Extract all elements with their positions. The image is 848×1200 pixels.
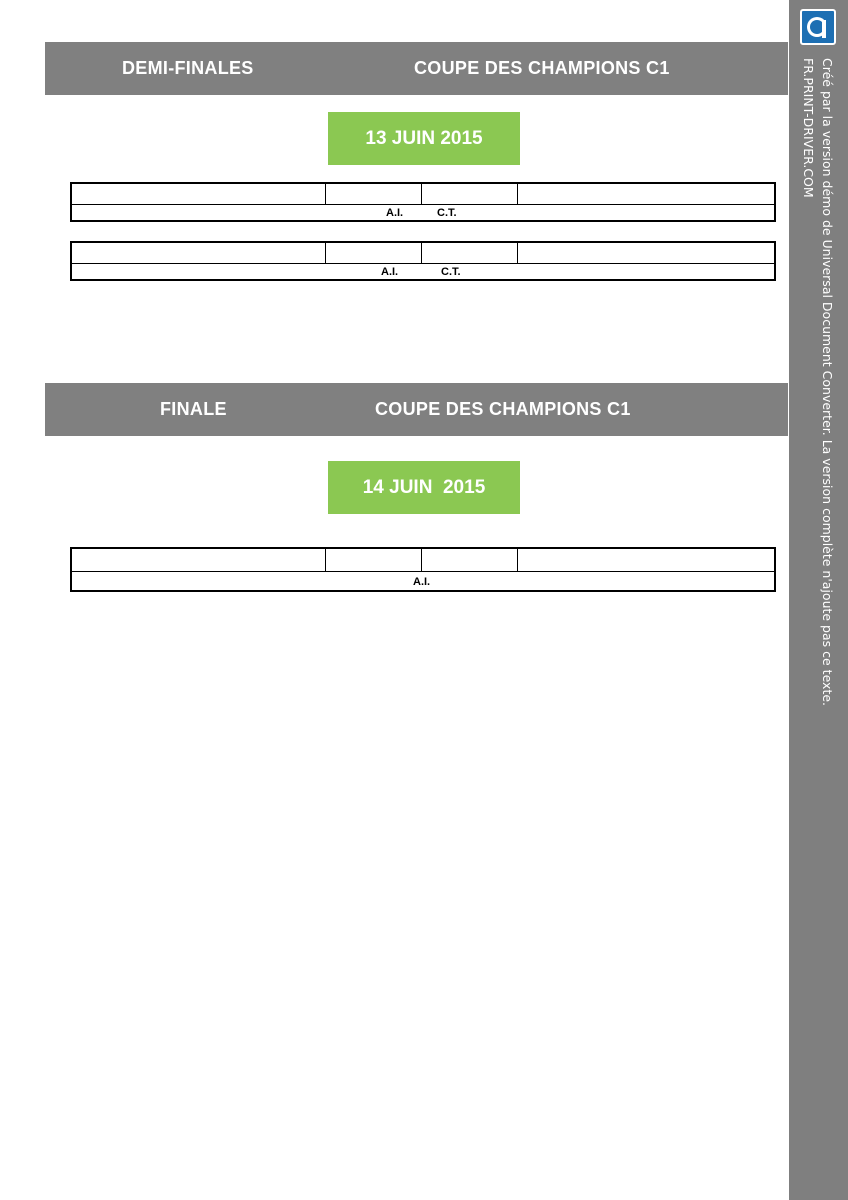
competition-title: COUPE DES CHAMPIONS C1 <box>375 399 631 419</box>
team-home-cell <box>72 243 326 263</box>
referee-label: C.T. <box>441 266 461 278</box>
udc-logo-icon <box>800 9 836 45</box>
team-home-cell <box>72 184 326 204</box>
score-home-cell <box>326 184 422 204</box>
match-row <box>70 241 776 281</box>
date-badge: 13 JUIN 2015 <box>328 112 520 165</box>
team-away-cell <box>518 549 774 571</box>
competition-title: COUPE DES CHAMPIONS C1 <box>414 58 670 78</box>
match-row <box>70 547 776 592</box>
stage-title: DEMI-FINALES <box>122 58 254 78</box>
referee-label: C.T. <box>437 207 457 219</box>
match-row <box>70 182 776 222</box>
section-header-semifinals <box>45 42 788 95</box>
watermark-sidebar <box>789 0 848 1200</box>
score-away-cell <box>422 243 518 263</box>
referee-label: A.I. <box>381 266 399 278</box>
team-home-cell <box>72 549 326 571</box>
watermark-text: Créé par la version démo de Universal Document Converter. La version complète n'ajoute pas ce texte. <box>820 58 835 707</box>
referee-label: A.I. <box>386 207 404 219</box>
team-away-cell <box>518 184 774 204</box>
watermark-url: FR.PRINT-DRIVER.COM <box>801 58 816 198</box>
stage-title: FINALE <box>160 399 227 419</box>
date-badge: 14 JUIN 2015 <box>328 461 520 514</box>
score-away-cell <box>422 184 518 204</box>
score-home-cell <box>326 243 422 263</box>
section-header-final <box>45 383 788 436</box>
referees-row <box>72 572 774 592</box>
referee-label: A.I. <box>413 576 431 588</box>
referees-row <box>72 264 774 281</box>
score-home-cell <box>326 549 422 571</box>
referees-row <box>72 205 774 222</box>
team-away-cell <box>518 243 774 263</box>
score-away-cell <box>422 549 518 571</box>
